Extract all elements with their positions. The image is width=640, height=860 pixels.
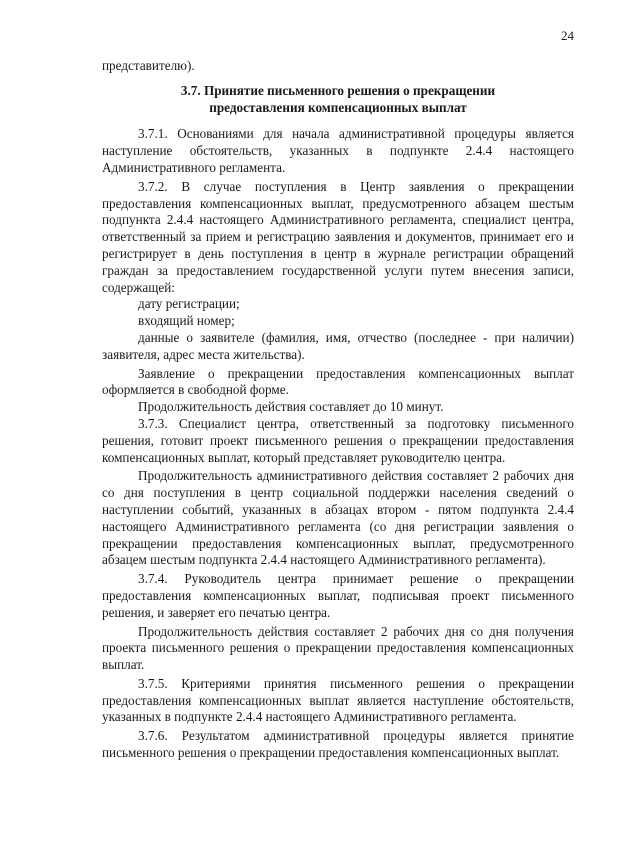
list-item-registration-date: дату регистрации; [138,296,240,312]
continuation-text: представителю). [102,58,195,73]
paragraph-duration-2days-signing: Продолжительность действия составляет 2 рабочих дня со дня получения проекта письменного решения о прекращении предоставления компенсационных выплат. [102,623,574,673]
document-body [102,58,574,762]
list-item-incoming-number: входящий номер; [138,313,235,329]
paragraph-3-7-3: 3.7.3. Специалист центра, ответственный за подготовку письменного решения, готовит проект письменного решения о прекращении предоставления компенсационных выплат, который представляет руководителю центра. [102,415,574,465]
paragraph-3-7-2: 3.7.2. В случае поступления в Центр заявления о прекращении предоставления компенсационных выплат, предусмотренного абзацем шестым подпункта 2.4.4 настоящего Административного регламента, специалист центра, ответственный за прием и регистрацию заявления и документов, принимает его и регистрирует в день поступления в центр в журнале регистрации обращений граждан за предоставлением государственной услуги путем внесения записи, содержащей: [102,178,574,295]
paragraph-free-form: Заявление о прекращении предоставления компенсационных выплат оформляется в свободной форме. [102,365,574,398]
paragraph-3-7-5: 3.7.5. Критериями принятия письменного решения о прекращении предоставления компенсационных выплат является наступление обстоятельств, указанных в подпункте 2.4.4 настоящего Административного регламента. [102,675,574,725]
paragraph-3-7-4: 3.7.4. Руководитель центра принимает решение о прекращении предоставления компенсационных выплат, подписывая проект письменного решения, и заверяет его печатью центра. [102,571,574,620]
paragraph-3-7-6: 3.7.6. Результатом административной процедуры является принятие письменного решения о прекращении предоставления компенсационных выплат. [102,728,574,761]
list-item-applicant-data: данные о заявителе (фамилия, имя, отчество (последнее - при наличии) заявителя, адрес места жительства). [102,329,574,362]
section-heading [102,83,574,117]
section-heading-line-2: предоставления компенсационных выплат [209,99,467,115]
page-number: 24 [561,28,574,43]
paragraph-duration-10min: Продолжительность действия составляет до 10 минут. [138,399,444,415]
paragraph-3-7-1: 3.7.1. Основаниями для начала административной процедуры является наступление обстоятельств, указанных в подпункте 2.4.4 настоящего Административного регламента. [102,126,574,175]
paragraph-duration-2days: Продолжительность административного действия составляет 2 рабочих дня со дня поступления в центр социальной поддержки населения сведений о наступлении событий, указанных в абзацах втором - пятом подпункта 2.4.4 настоящего Административного регламента (со дня регистрации заявления о прекращении предоставления компенсационных выплат, предусмотренного абзацем шестым подпункта 2.4.4 настоящего Административного регламента). [102,468,574,568]
section-heading-line-1: 3.7. Принятие письменного решения о прекращении [180,82,496,98]
